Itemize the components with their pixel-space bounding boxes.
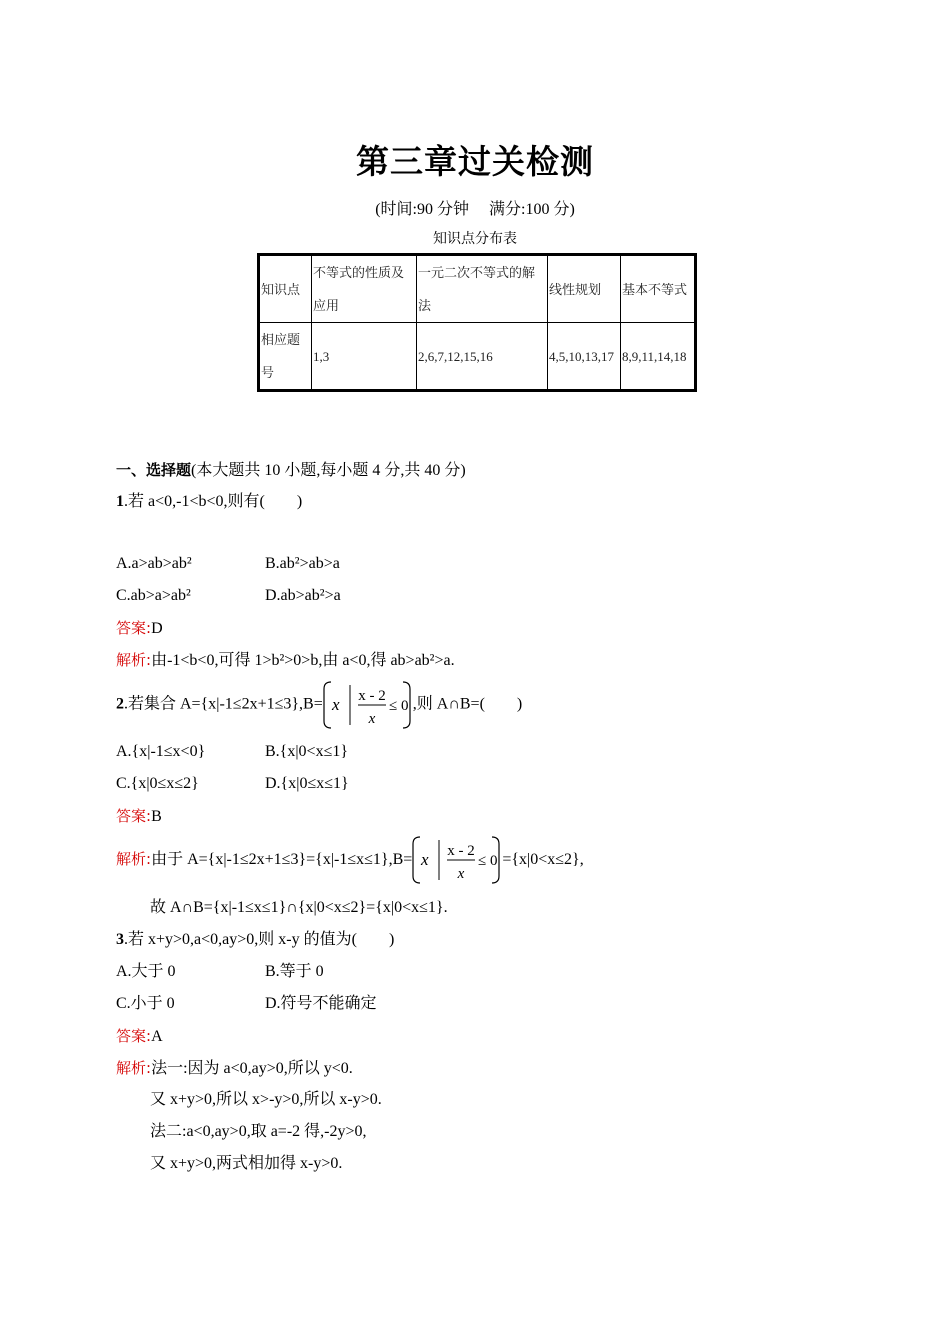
fraction-numerator: x - 2: [358, 688, 386, 704]
q3-option-d: D.符号不能确定: [265, 995, 377, 1012]
section-heading: [116, 458, 466, 483]
question-stem: .若 x+y>0,a<0,ay>0,则 x-y 的值为( ): [124, 931, 395, 948]
q1-analysis: 解析:由-1<b<0,可得 1>b²>0>b,由 a<0,得 ab>ab²>a.: [116, 651, 455, 669]
fraction-relation: ≤ 0: [478, 853, 498, 870]
q3-analysis-line3: 法二:a<0,ay>0,取 a=-2 得,-2y>0,: [150, 1123, 367, 1140]
q1-option-a: A.a>ab>ab²: [116, 555, 192, 572]
fraction-relation: ≤ 0: [388, 698, 409, 714]
question-stem-part1: .若集合 A={x|-1≤2x+1≤3},B=: [124, 695, 323, 713]
q3-analysis-line4: 又 x+y>0,两式相加得 x-y>0.: [150, 1155, 343, 1172]
table-cell: 4,5,10,13,17: [548, 323, 621, 391]
question-number: 1: [116, 493, 124, 510]
set-builder-expression: [412, 834, 502, 886]
analysis-text-part1: 由于 A={x|-1≤2x+1≤3}={x|-1≤x≤1},B=: [151, 851, 413, 868]
answer-value: B: [151, 808, 162, 825]
q3-answer: 答案:A: [116, 1027, 163, 1045]
q2-analysis: 解析:由于 A={x|-1≤2x+1≤3}={x|-1≤x≤1},B= x x - 2 x ≤ 0 ={x|0<x≤2},: [116, 833, 584, 886]
q1-option-d: D.ab>ab²>a: [265, 587, 341, 604]
fraction-denominator: x: [457, 866, 465, 883]
table-caption: 知识点分布表: [433, 231, 517, 247]
q2-option-c: C.{x|0≤x≤2}: [116, 775, 199, 792]
q1-option-c: C.ab>a>ab²: [116, 587, 191, 604]
q2-option-a: A.{x|-1≤x<0}: [116, 743, 206, 760]
question-1: [116, 490, 302, 514]
q3-option-b: B.等于 0: [265, 963, 324, 980]
question-number: 3: [116, 931, 124, 948]
table-cell: 知识点: [259, 255, 312, 323]
table-cell: 1,3: [312, 323, 417, 391]
question-2: [116, 679, 522, 731]
q3-option-c: C.小于 0: [116, 995, 175, 1012]
q2-option-b: B.{x|0<x≤1}: [265, 743, 349, 760]
q3-analysis-line2: 又 x+y>0,所以 x>-y>0,所以 x-y>0.: [150, 1091, 382, 1108]
set-variable: x: [421, 850, 429, 870]
analysis-label: 解析: [116, 850, 147, 868]
q3-option-a: A.大于 0: [116, 963, 176, 980]
table-row: [259, 255, 696, 323]
answer-value: A: [151, 1028, 163, 1045]
question-number: 2: [116, 695, 124, 713]
q2-analysis-line2: 故 A∩B={x|-1≤x≤1}∩{x|0<x≤2}={x|0<x≤1}.: [150, 899, 448, 916]
table-row: [259, 323, 696, 391]
table-cell: 一元二次不等式的解法: [417, 255, 548, 323]
table-cell: 2,6,7,12,15,16: [417, 323, 548, 391]
set-builder-expression: [323, 679, 413, 731]
analysis-label: 解析: [116, 651, 147, 669]
q2-answer: 答案:B: [116, 807, 162, 825]
knowledge-point-table: [257, 253, 697, 392]
q3-analysis: 解析:法一:因为 a<0,ay>0,所以 y<0.: [116, 1059, 353, 1077]
section-note: (本大题共 10 小题,每小题 4 分,共 40 分): [191, 462, 466, 479]
answer-label: 答案: [116, 807, 147, 825]
question-3: [116, 928, 394, 952]
answer-label: 答案: [116, 1027, 147, 1045]
analysis-text: 由-1<b<0,可得 1>b²>0>b,由 a<0,得 ab>ab²>a.: [151, 652, 455, 669]
analysis-label: 解析: [116, 1059, 147, 1077]
q1-option-b: B.ab²>ab>a: [265, 555, 340, 572]
table-cell: 不等式的性质及应用: [312, 255, 417, 323]
analysis-text-part2: ={x|0<x≤2},: [502, 851, 584, 868]
fraction-numerator: x - 2: [447, 843, 476, 860]
fraction-denominator: x: [368, 711, 376, 727]
question-stem-part2: ,则 A∩B=( ): [412, 695, 523, 713]
answer-label: 答案: [116, 619, 147, 637]
table-cell: 相应题号: [259, 323, 312, 391]
page-title: 第三章过关检测: [356, 142, 594, 181]
table-cell: 基本不等式: [621, 255, 696, 323]
table-cell: 8,9,11,14,18: [621, 323, 696, 391]
q2-option-d: D.{x|0≤x≤1}: [265, 775, 349, 792]
answer-value: D: [151, 620, 163, 637]
table-cell: 线性规划: [548, 255, 621, 323]
analysis-text: 法一:因为 a<0,ay>0,所以 y<0.: [151, 1060, 353, 1077]
exam-subtitle: (时间:90 分钟 满分:100 分): [375, 201, 575, 218]
set-variable: x: [331, 695, 340, 714]
question-stem: .若 a<0,-1<b<0,则有( ): [124, 493, 303, 510]
section-title: 一、选择题: [116, 461, 192, 479]
q1-answer: 答案:D: [116, 619, 163, 637]
